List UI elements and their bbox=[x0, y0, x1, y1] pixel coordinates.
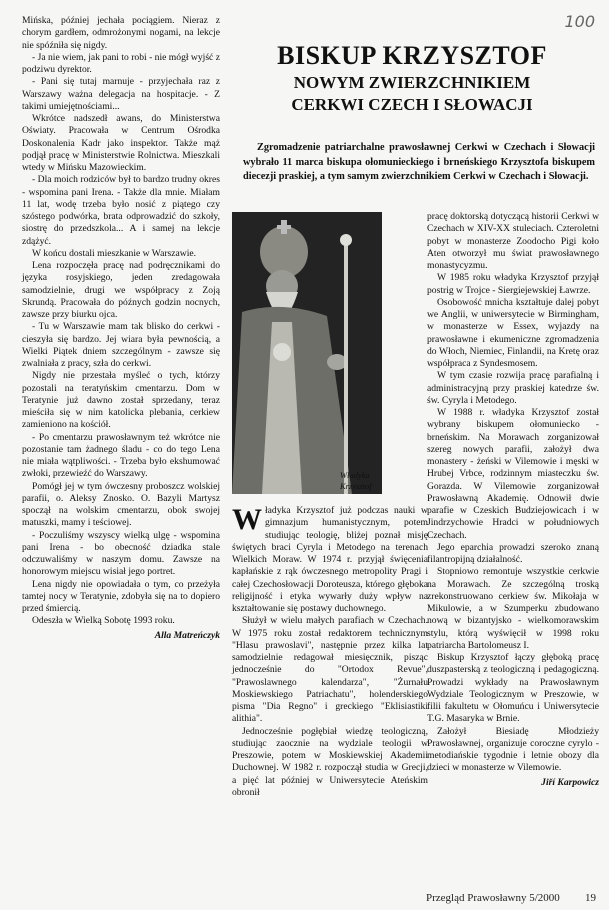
paragraph: Jednocześnie pogłębiał wiedzę teologiczną, studiując zaocznie na wydziale teologii w Preszowie, potem w Moskiewskiej Akademii Duchownej. W 1982 r. rozpoczął studia w Grecji, a pięć lat później w Uniwersytecie Ateńskim obronił bbox=[232, 725, 428, 798]
photo-caption bbox=[340, 470, 372, 492]
paragraph: Lena nigdy nie opowiadała o tym, co przeżyła tamtej nocy w Teratynie, zdobyła się na to dopiero przed śmiercią. bbox=[22, 578, 220, 614]
paragraph: Pomógł jej w tym ówczesny proboszcz wolskiej parafii, o. Aleksy Znosko. O. Bazyli Martysz spoczął na wolskim cmentarzu, obok swojej matuszki, mamy i teściowej. bbox=[22, 480, 220, 529]
article-title: BISKUP KRZYSZTOF bbox=[277, 41, 547, 70]
article-subtitle-line2: CERKWI CZECH I SŁOWACJI bbox=[291, 95, 533, 114]
paragraph: Biskup Krzysztof łączy głęboką pracę duszpasterską z teologiczną i pedagogiczną. Prowadzi wykłady na Prawosławnym Wydziale Teologicznym w Preszowie, w filii fakultetu w Ołomuńcu i Uniwersytecie T.G. Masaryka w Brnie. bbox=[427, 652, 599, 725]
paragraph: Lena rozpoczęła pracę nad podręcznikami do języka rosyjskiego, jeden zredagowała samodzielnie, drugi we współpracy z Zoją Skrundą. Pracowała do późnych godzin nocnych, zawsze przy biurku ojca. bbox=[22, 260, 220, 320]
paragraph: - Poczuliśmy wszyscy wielką ulgę - wspomina pani Irena - bo obecność dziadka stale odczuwaliśmy w naszym domu. Zawsze na honorowym miejscu wisiał jego portret. bbox=[22, 529, 220, 578]
paragraph: Odeszła w Wielką Sobotę 1993 roku. bbox=[32, 615, 175, 627]
paragraph: Osobowość mnicha kształtuje dalej pobyt we Anglii, w uniwersytecie w Birmingham, w monasterze w Essex, wyjazdy na prawosławne i ekumeniczne zgromadzenia do Włoch, Niemiec, Finlandii, na Kretę oraz współpraca z Syndesmosem. bbox=[427, 296, 599, 369]
paragraph: - Ja nie wiem, jak pani to robi - nie mógł wyjść z podziwu dyrektor. bbox=[22, 51, 220, 75]
paragraph: Mińska, później jechała pociągiem. Nieraz z chorym gardłem, odmrożonymi nogami, na lekcje nie spóźniła się nigdy. bbox=[22, 15, 220, 51]
paragraph: Wkrótce nadszedł awans, do Ministerstwa Oświaty. Pracowała w Centrum Ośrodka Doskonalenia Kadr jako inspektor. Także mąż podjął pracę w Ministerstwie Rolnictwa. Mieszkali wtedy w Mińsku Mazowieckim. bbox=[22, 113, 220, 173]
paragraph: - Po cmentarzu prawosławnym też wkrótce nie pozostanie tam żadnego śladu - co do tego Lena nie miała wątpliwości. - Trzeba było ekshumować zwłoki, przewieźć do Warszawy. bbox=[22, 431, 220, 480]
author-signature: Alla Matreńczyk bbox=[154, 629, 220, 641]
magazine-name: Przegląd Prawosławny 5/2000 bbox=[426, 892, 560, 904]
handwritten-page-number: 100 bbox=[564, 12, 595, 31]
right-column bbox=[427, 211, 599, 789]
photo-caption-line2: Krzysztof bbox=[340, 481, 372, 491]
paragraph: Nigdy nie przestała myśleć o tych, którzy pozostali na teratyńskim cmentarzu. Dom w Teratynie już dawno został sprzedany, teraz mieściła się w nim katolicka plebania, cerkiew zamieniono na kościół. bbox=[22, 370, 220, 431]
page-number: 19 bbox=[585, 892, 596, 904]
article-lead: Zgromadzenie patriarchalne prawosławnej Cerkwi w Czechach i Słowacji wybrało 11 marca biskupa ołomunieckiego i brneńskiego Krzysztofa biskupem diecezji praskiej, a tym samym zwierzchnikiem Cerkwi w Czechach i Słowacji. bbox=[243, 142, 595, 183]
paragraph: - Dla moich rodziców był to bardzo trudny okres - wspomina pani Irena. - Także dla mnie. Miałam 11 lat, wodę trzeba było nosić z piątego czy szóstego podwórka, brata odprowadzić do szkoły, siostrę do przedszkola... A i samej na lekcje zdążyć. bbox=[22, 174, 220, 247]
paragraph: - Pani się tutaj marnuje - przyjechała raz z Warszawy ważna delegacja na hospitacje. - Z takimi umiejętnościami... bbox=[22, 76, 220, 112]
middle-column bbox=[232, 505, 428, 799]
paragraph: W 1988 r. władyka Krzysztof został wybrany biskupem ołomuniecko - brneńskim. Na Morawach zorganizował szereg nowych parafii, założył dwa monastery - żeński w Vilemowie i męski w Hrubej Vrbce, rodzinnym miasteczku św. Gorazda. W Vilemowie zorganizował Prawosławną Akademię. Odnowił dwie parafie w Czeskich Budziejowicach i w Jindrzychowie Hradci w południowych Czechach. bbox=[427, 407, 599, 541]
paragraph: Założył Biesiadę Młodzieży Prawosławnej, organizuje coroczne cyrylo - metodiańskie tygodnie i letnie obozy dla dzieci w monasterze w Vilemowie. bbox=[427, 725, 599, 774]
photo-caption-line1: Władyka bbox=[340, 470, 370, 480]
article-header bbox=[232, 42, 592, 116]
paragraph: Służył w wielu małych parafiach w Czechach. W 1975 roku został redaktorem technicznym "Hlasu prawoslavi", następnie przez kilka lat samodzielnie redagował miesięcznik, pisząc jednocześnie do "Ortodox Revue", "Prawoslawnego kalendarza", "Żurnału Moskiewskiego Patriachatu", holenderskiego pisma "Dia Regno" i greckiego "Eklisiastiki alithia". bbox=[232, 615, 428, 725]
paragraph: - Tu w Warszawie mam tak blisko do cerkwi - cieszyła się bardzo. Jej wiara była pewnością, a Wielki Piątek dniem szczególnym - zawsze się zwalniała z pracy, szła do cerkwi. bbox=[22, 321, 220, 369]
bishop-portrait-illustration bbox=[232, 212, 382, 494]
paragraph: W 1985 roku władyka Krzysztof przyjął postrig w Trojce - Siergiejewskiej Ławrze. bbox=[427, 272, 599, 296]
bishop-photo bbox=[232, 212, 382, 494]
paragraph: pracę doktorską dotyczącą historii Cerkwi w Czechach w XIV-XX stuleciach. Czteroletni pobyt w monasterze Zoodocho Pigi koło Aten otworzył mu świat prawosławnego monastycyzmu. bbox=[427, 211, 599, 271]
paragraph: Stopniowo remontuje wszystkie cerkwie na Morawach. Ze szczególną troską zrekonstruowano cerkiew św. Mikołaja w Mikulowie, a w Szumperku zbudowano nową w bizantyjsko - wielkomorawskim stylu, którą wyświęcił w 1998 roku patriarcha Bartolomeusz I. bbox=[427, 566, 599, 651]
paragraph: Jego eparchia prowadzi szeroko znaną filantropijną działalność. bbox=[427, 541, 599, 565]
paragraph-text: ładyka Krzysztof już podczas nauki w gimnazjum humanistycznym, potem studiując teologię, bliżej poznał misję świętych braci Cyryla i Metodego na terenach Wielkich Moraw. W 1974 r. przyjął święcenia kapłańskie z rąk ówczesnego metropolity Pragi i całej Czechosłowacji Doroteusza, którego głęboka religijność i etyka wywarły duży wpływ na kształtowanie się postawy duchownego. bbox=[232, 505, 428, 614]
left-column bbox=[22, 15, 220, 642]
article-subtitle-line1: NOWYM ZWIERZCHNIKIEM bbox=[293, 73, 531, 92]
dropcap: W bbox=[232, 503, 262, 536]
author-signature: Jiří Karpowicz bbox=[541, 776, 599, 788]
page-footer bbox=[426, 892, 596, 904]
paragraph bbox=[232, 505, 428, 615]
paragraph: W końcu dostali mieszkanie w Warszawie. bbox=[32, 247, 197, 259]
paragraph: W tym czasie rozwija pracę parafialną i administracyjną przy praskiej katedrze św. św. Cyryla i Metodego. bbox=[427, 370, 599, 406]
